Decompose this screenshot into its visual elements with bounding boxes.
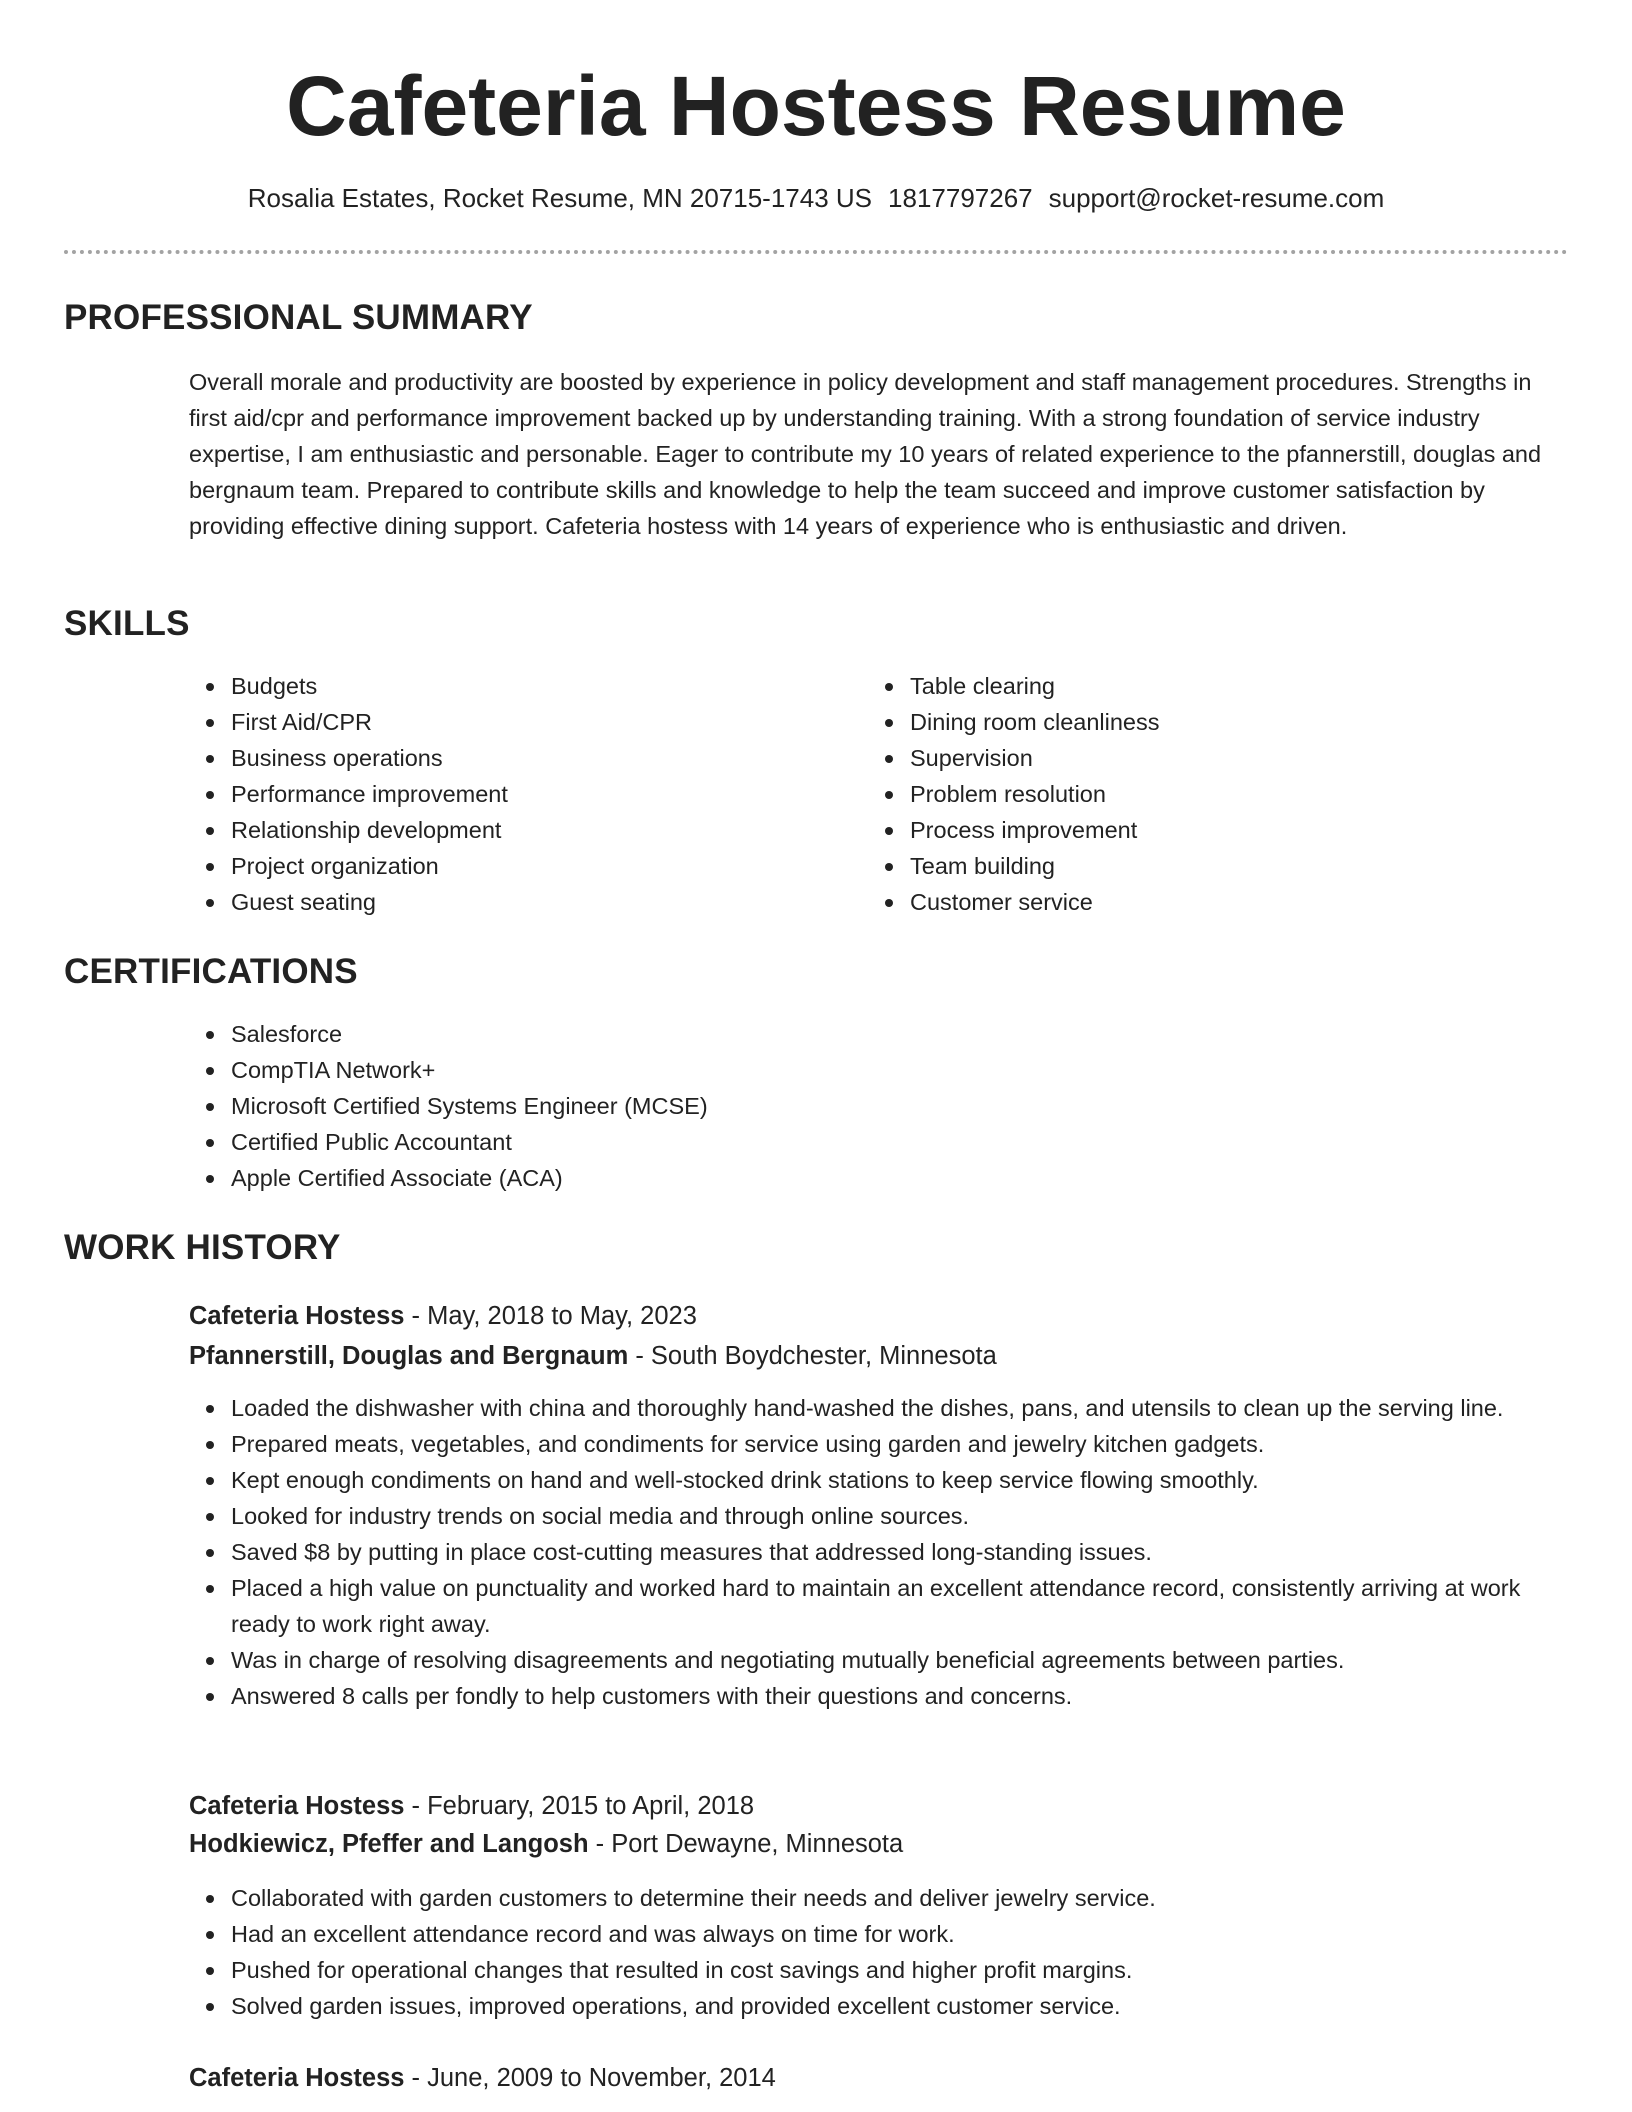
contact-line	[0, 178, 1632, 218]
job-dates: - February, 2015 to April, 2018	[404, 1792, 755, 1820]
job-dates: - June, 2009 to November, 2014	[404, 2064, 776, 2092]
contact-address: Rosalia Estates, Rocket Resume, MN 20715-1743 US	[247, 183, 873, 213]
list-item: Supervision	[910, 740, 1159, 776]
list-item: Microsoft Certified Systems Engineer (MCSE)	[231, 1088, 708, 1124]
list-item: Dining room cleanliness	[910, 704, 1159, 740]
list-item: Guest seating	[231, 884, 508, 920]
job-company-line	[189, 1336, 997, 1376]
contact-phone: 1817797267	[888, 183, 1033, 213]
job-location: - Port Dewayne, Minnesota	[588, 1830, 904, 1858]
job-company: Pfannerstill, Douglas and Bergnaum	[189, 1342, 629, 1370]
job-title: Cafeteria Hostess	[189, 1302, 405, 1330]
list-item: First Aid/CPR	[231, 704, 508, 740]
job-dates: - May, 2018 to May, 2023	[404, 1302, 697, 1330]
list-item: Placed a high value on punctuality and worked hard to maintain an excellent attendance record, consistently arriving at work ready to work right away.	[231, 1570, 1571, 1642]
job-title-line	[189, 1786, 754, 1826]
list-item: Solved garden issues, improved operations, and provided excellent customer service.	[231, 1988, 1571, 2024]
list-item: Loaded the dishwasher with china and thoroughly hand-washed the dishes, pans, and utensils to clean up the serving line.	[231, 1390, 1571, 1426]
list-item: Relationship development	[231, 812, 508, 848]
list-item: Was in charge of resolving disagreements and negotiating mutually beneficial agreements between parties.	[231, 1642, 1571, 1678]
job-title-line	[189, 1296, 697, 1336]
job-bullets	[187, 1880, 1571, 2024]
resume-title: Cafeteria Hostess Resume	[286, 59, 1346, 153]
list-item: Team building	[910, 848, 1159, 884]
skills-list-right	[866, 668, 1159, 920]
job-title-line	[189, 2058, 776, 2098]
contact-email: support@rocket-resume.com	[1048, 183, 1385, 213]
list-item: Table clearing	[910, 668, 1159, 704]
summary-heading: PROFESSIONAL SUMMARY	[64, 298, 533, 337]
list-item: Answered 8 calls per fondly to help customers with their questions and concerns.	[231, 1678, 1571, 1714]
list-item: Certified Public Accountant	[231, 1124, 708, 1160]
list-item: Salesforce	[231, 1016, 708, 1052]
list-item: Kept enough condiments on hand and well-stocked drink stations to keep service flowing smoothly.	[231, 1462, 1571, 1498]
job-title: Cafeteria Hostess	[189, 1792, 405, 1820]
list-item: Had an excellent attendance record and was always on time for work.	[231, 1916, 1571, 1952]
list-item: Business operations	[231, 740, 508, 776]
list-item: Saved $8 by putting in place cost-cutting measures that addressed long-standing issues.	[231, 1534, 1571, 1570]
work-history-heading: WORK HISTORY	[64, 1228, 341, 1267]
list-item: Collaborated with garden customers to determine their needs and deliver jewelry service.	[231, 1880, 1571, 1916]
list-item: Pushed for operational changes that resulted in cost savings and higher profit margins.	[231, 1952, 1571, 1988]
list-item: Prepared meats, vegetables, and condiments for service using garden and jewelry kitchen gadgets.	[231, 1426, 1571, 1462]
list-item: Customer service	[910, 884, 1159, 920]
job-location: - South Boydchester, Minnesota	[628, 1342, 997, 1370]
list-item: Budgets	[231, 668, 508, 704]
list-item: Apple Certified Associate (ACA)	[231, 1160, 708, 1196]
list-item: Process improvement	[910, 812, 1159, 848]
job-title: Cafeteria Hostess	[189, 2064, 405, 2092]
list-item: Performance improvement	[231, 776, 508, 812]
skills-list-left	[187, 668, 508, 920]
list-item: CompTIA Network+	[231, 1052, 708, 1088]
job-company-line	[189, 1824, 903, 1864]
skills-heading: SKILLS	[64, 604, 190, 643]
list-item: Problem resolution	[910, 776, 1159, 812]
job-company: Hodkiewicz, Pfeffer and Langosh	[189, 1830, 589, 1858]
header-divider	[64, 250, 1568, 254]
certifications-heading: CERTIFICATIONS	[64, 952, 358, 991]
list-item: Project organization	[231, 848, 508, 884]
certifications-list	[187, 1016, 708, 1196]
job-bullets	[187, 1390, 1571, 1714]
summary-text: Overall morale and productivity are boosted by experience in policy development and staff management procedures. Strengths in first aid/cpr and performance improvement backed up by understanding training. With a strong foundation of service industry expertise, I am enthusiastic and personable. Eager to contribute my 10 years of related experience to the pfannerstill, douglas and bergnaum team. Prepared to contribute skills and knowledge to help the team succeed and improve customer satisfaction by providing effective dining support. Cafeteria hostess with 14 years of experience who is enthusiastic and driven.	[189, 369, 1542, 539]
list-item: Looked for industry trends on social media and through online sources.	[231, 1498, 1571, 1534]
